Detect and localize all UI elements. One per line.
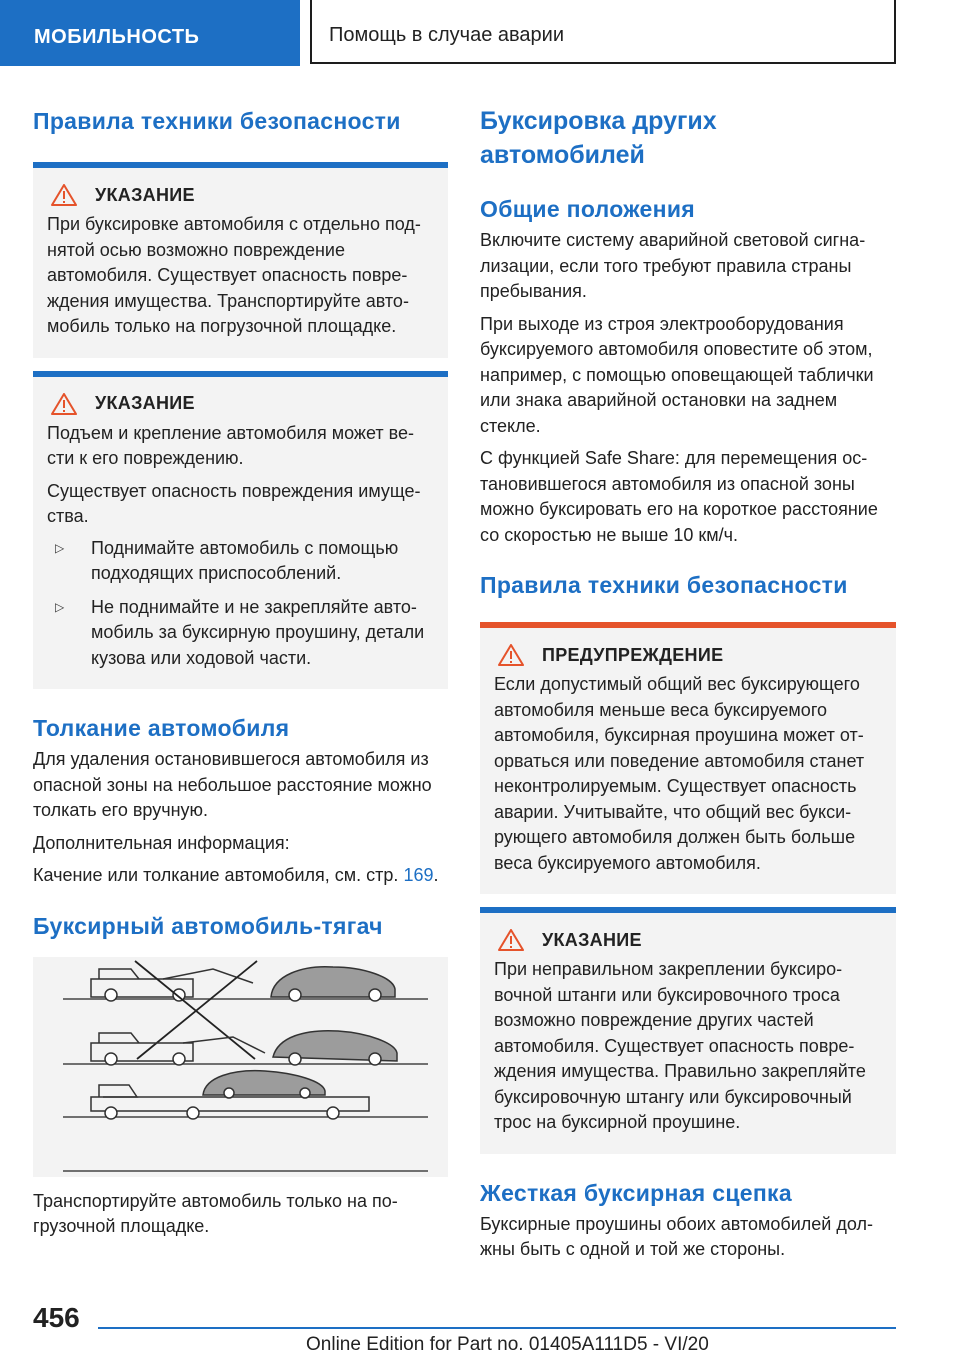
warning-box — [480, 622, 896, 894]
triangle-bullet-icon: ▷ — [55, 540, 65, 555]
list-item: ▷ Поднимайте автомобиль с помощью подходящих приспособлений. — [47, 536, 434, 587]
warning-triangle-icon — [498, 929, 524, 951]
safety-heading: Правила техники безопасности — [480, 572, 848, 598]
note-label: УКАЗАНИЕ — [95, 184, 195, 205]
general-heading: Общие положения — [480, 196, 695, 222]
edition-label: Online Edition for Part no. 01405A111D5 - VI/20 — [306, 1334, 709, 1355]
general-paragraph: Включите систему аварийной световой сигнализации, если того требуют правила страны пребывания. — [480, 230, 866, 301]
push-reference: Качение или толкание автомобиля, см. стр. 169. — [33, 865, 439, 885]
footer-divider — [98, 1327, 896, 1329]
note-title — [47, 393, 434, 415]
warning-title — [494, 644, 882, 666]
towing-heading: Буксировка других автомобилей — [480, 107, 717, 169]
note-box-1 — [33, 162, 448, 358]
note-label: УКАЗАНИЕ — [542, 929, 642, 950]
note-text: При буксировке автомобиля с отдельно поднятой осью возможно повреждение автомобиля. Существует опасность повреждения имущества. Транспортируйте автомобиль только на погрузочной площадке. — [47, 214, 421, 336]
push-heading: Толкание автомобиля — [33, 715, 290, 741]
left-column — [33, 92, 448, 1240]
warning-triangle-icon — [51, 393, 77, 415]
push-paragraph: Дополнительная информация: — [33, 832, 290, 853]
chapter-title: Помощь в случае аварии — [310, 0, 896, 64]
push-paragraph: Для удаления остановившегося автомобиля из опасной зоны на небольшое расстояние можно толкать его вручную. — [33, 749, 432, 820]
note-title — [47, 184, 434, 206]
illustration-caption: Транспортируйте автомобиль только на погрузочной площадке. — [33, 1190, 398, 1236]
note-box-3 — [480, 907, 896, 1154]
right-column — [480, 92, 896, 1263]
note-text: Существует опасность повреждения имущества. — [47, 480, 421, 526]
triangle-bullet-icon: ▷ — [55, 599, 65, 614]
warning-triangle-icon — [51, 184, 77, 206]
safety-heading: Правила техники безопасности — [33, 108, 401, 134]
list-item: ▷ Не поднимайте и не закрепляйте автомобиль за буксирную проушину, детали кузова или ходовой части. — [47, 595, 434, 672]
section-tab: МОБИЛЬНОСТЬ — [0, 0, 300, 66]
warning-label: ПРЕДУПРЕЖДЕНИЕ — [542, 644, 724, 665]
note-text: Подъем и крепление автомобиля может вести к его повреждению. — [47, 422, 415, 468]
note-list — [47, 536, 434, 672]
warning-triangle-icon — [498, 644, 524, 666]
tow-vehicle-heading: Буксирный автомобиль-тягач — [33, 912, 383, 939]
general-paragraph: При выходе из строя электрооборудования буксируемого автомобиля оповестите об этом, например, с помощью оповещающей таблички или знака аварийной остановки на заднем стекле. — [480, 313, 874, 436]
note-title — [494, 929, 882, 951]
note-label: УКАЗАНИЕ — [95, 393, 195, 413]
rigid-paragraph: Буксирные проушины обоих автомобилей должны быть с одной и той же стороны. — [480, 1213, 873, 1259]
rigid-heading: Жесткая буксирная сцепка — [480, 1179, 792, 1206]
note-box-2 — [33, 371, 448, 690]
page-number: 456 — [33, 1302, 80, 1333]
tow-truck-illustration — [33, 957, 448, 1177]
page-link[interactable]: 169 — [403, 865, 434, 885]
general-paragraph: С функцией Safe Share: для перемещения остановившегося автомобиля из опасной зоны можно буксировать его на короткое расстояние со скоростью не выше 10 км/ч. — [480, 448, 878, 545]
note-text: При неправильном закреплении буксировочной штанги или буксировочного троса возможно повреждение других частей автомобиля. Существует опасность повреждения имущества. Правильно закрепляйте буксировочную штангу или буксировочный трос на буксирной проушине. — [494, 959, 866, 1132]
warning-text: Если допустимый общий вес буксирующего автомобиля меньше веса буксируемого автомобиля, буксирная проушина может оторваться или поведение автомобиля станет неконтролируемым. Существует опасность аварии. Учитывайте, что общий вес буксирующего автомобиля должен быть больше веса буксируемого автомобиля. — [494, 674, 865, 873]
page-header — [0, 0, 960, 66]
towing-illustration — [33, 957, 448, 1177]
